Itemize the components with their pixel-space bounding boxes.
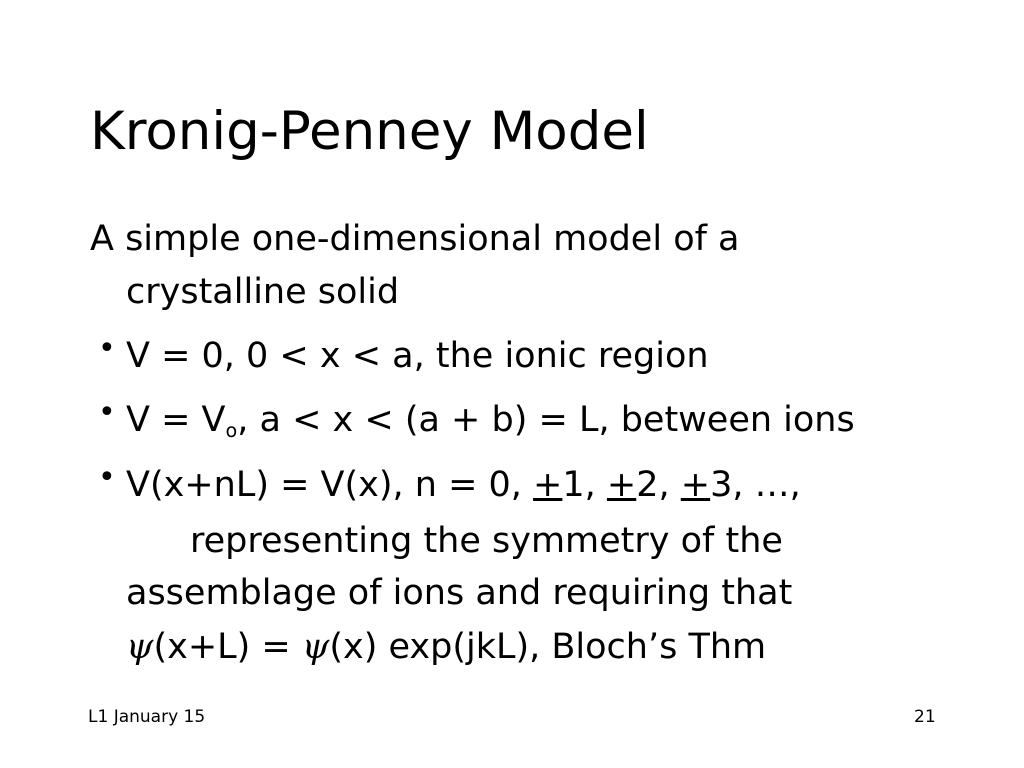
bullet-2-text (126, 395, 855, 456)
psi-symbol-2: ψ (301, 627, 330, 667)
bullet-3-line-4 (126, 622, 766, 672)
bullet-3-text-b: 1, (562, 465, 607, 505)
bullet-2-marker: • (98, 395, 116, 430)
intro-line-1: A simple one-dimensional model of a (90, 219, 740, 259)
plus-minus-3: + (680, 465, 711, 505)
bullet-3-line-2: representing the symmetry of the (190, 521, 783, 561)
bullet-2-part2: , a < x < (a + b) = L, between ions (237, 400, 855, 440)
intro-line-2: crystalline solid (126, 272, 400, 312)
bullet-3-line-1 (126, 460, 801, 510)
bullet-2-part1: V = V (126, 400, 226, 440)
bullet-3-text-d: 3, …, (710, 465, 801, 505)
bullet-3-text-c: 2, (636, 465, 681, 505)
bullet-3-text-e: (x+L) = (153, 627, 302, 667)
page-number: 21 (914, 707, 936, 727)
bullet-3-text-f: (x) exp(jkL), Bloch’s Thm (329, 627, 767, 667)
plus-minus-2: + (606, 465, 637, 505)
plus-minus-1: + (533, 465, 563, 505)
bullet-3-line-3: assemblage of ions and requiring that (126, 573, 793, 613)
bullet-1-text: V = 0, 0 < x < a, the ionic region (126, 336, 709, 376)
bullet-3-marker: • (98, 460, 116, 495)
footer-date: L1 January 15 (88, 707, 206, 727)
bullet-3-text-a: V(x+nL) = V(x), n = 0, (126, 465, 534, 505)
slide-title: Kronig-Penney Model (90, 101, 649, 162)
bullet-2-subscript: o (225, 418, 238, 442)
psi-symbol-1: ψ (126, 627, 154, 667)
bullet-1-marker: • (98, 331, 116, 366)
